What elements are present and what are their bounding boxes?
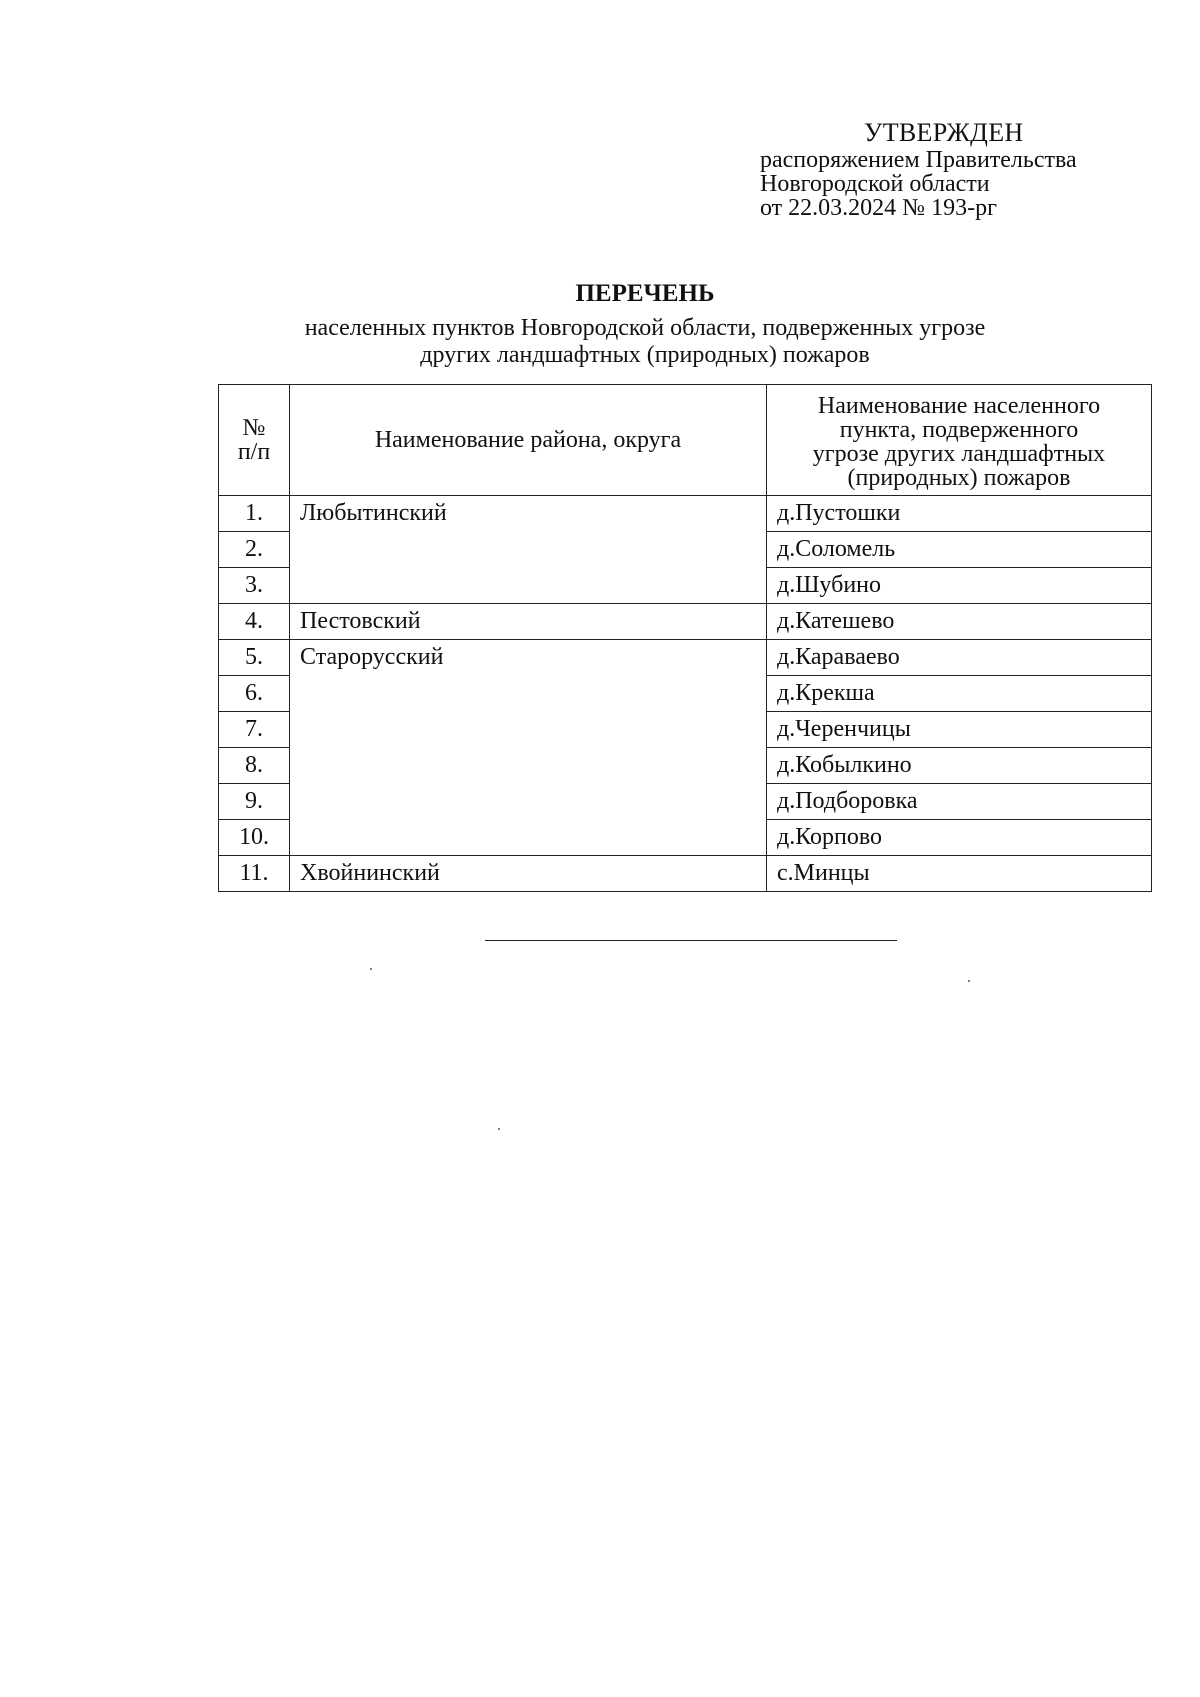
settlements-table — [218, 384, 1152, 892]
row-settlement: д.Соломель — [767, 532, 1152, 568]
row-number: 11. — [219, 856, 290, 892]
row-settlement: д.Крекша — [767, 676, 1152, 712]
header-number-line: п/п — [237, 439, 271, 465]
approval-block — [760, 118, 1180, 220]
approval-line: Новгородской области — [760, 171, 990, 197]
row-settlement: д.Шубино — [767, 568, 1152, 604]
document-subtitle — [90, 315, 1200, 369]
header-settlement-line: Наименование населенного — [817, 393, 1101, 419]
header-settlement-line: угрозе других ландшафтных — [812, 441, 1106, 467]
table-row — [219, 604, 1152, 640]
scan-speck — [370, 968, 372, 970]
row-number: 6. — [219, 676, 290, 712]
row-settlement: д.Подборовка — [767, 784, 1152, 820]
row-district: Любытинский — [290, 496, 767, 604]
document-heading: ПЕРЕЧЕНЬ — [575, 280, 715, 307]
table-row — [219, 640, 1152, 676]
row-number: 9. — [219, 784, 290, 820]
table-row — [219, 856, 1152, 892]
approval-stamp: УТВЕРЖДЕН — [864, 118, 1024, 147]
row-number: 3. — [219, 568, 290, 604]
row-settlement: д.Корпово — [767, 820, 1152, 856]
row-settlement: д.Кобылкино — [767, 748, 1152, 784]
header-settlement-line: пункта, подверженного — [839, 417, 1079, 443]
header-district: Наименование района, округа — [290, 385, 767, 496]
header-settlement — [767, 385, 1152, 496]
row-settlement: д.Черенчицы — [767, 712, 1152, 748]
row-number: 4. — [219, 604, 290, 640]
row-number: 5. — [219, 640, 290, 676]
row-number: 7. — [219, 712, 290, 748]
approval-line: распоряжением Правительства — [760, 147, 1077, 173]
row-district: Старорусский — [290, 640, 767, 856]
table-header-row — [219, 385, 1152, 496]
subtitle-line: населенных пунктов Новгородской области, подверженных угрозе — [304, 315, 986, 341]
document-title — [0, 280, 1200, 369]
row-settlement: д.Пустошки — [767, 496, 1152, 532]
approval-line: от 22.03.2024 № 193-рг — [760, 195, 997, 221]
row-settlement: с.Минцы — [767, 856, 1152, 892]
row-district: Пестовский — [290, 604, 767, 640]
header-number-line: № — [242, 415, 266, 441]
row-settlement: д.Караваево — [767, 640, 1152, 676]
scan-speck — [968, 980, 970, 982]
row-number: 10. — [219, 820, 290, 856]
row-number: 2. — [219, 532, 290, 568]
row-district: Хвойнинский — [290, 856, 767, 892]
closing-line — [485, 940, 897, 941]
row-number: 1. — [219, 496, 290, 532]
header-number — [219, 385, 290, 496]
scan-speck — [498, 1128, 500, 1130]
subtitle-line: других ландшафтных (природных) пожаров — [420, 342, 870, 368]
row-number: 8. — [219, 748, 290, 784]
row-settlement: д.Катешево — [767, 604, 1152, 640]
header-settlement-line: (природных) пожаров — [847, 465, 1071, 491]
table-row — [219, 496, 1152, 532]
